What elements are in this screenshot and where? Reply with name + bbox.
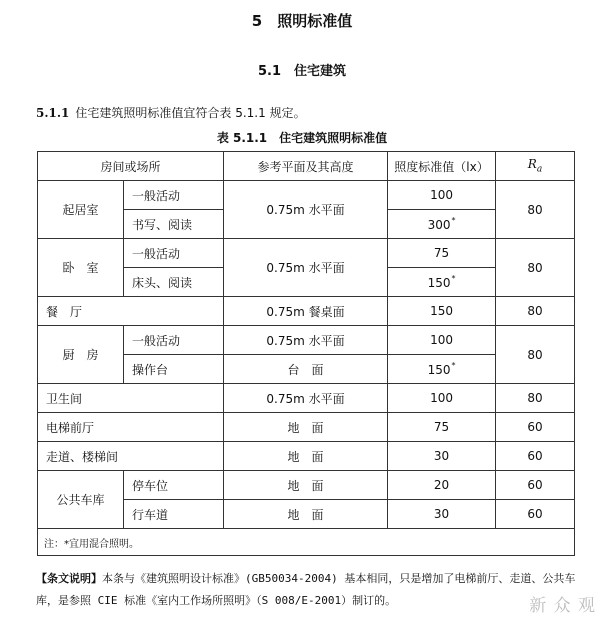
plane-cell: 地 面: [224, 471, 388, 500]
table-row: [38, 413, 575, 442]
clause-text: 住宅建筑照明标准值宜符合表 5.1.1 规定。: [75, 106, 306, 120]
table-header-row: [38, 152, 575, 181]
plane-cell: 0.75m 水平面: [224, 384, 388, 413]
ra-cell: 80: [496, 384, 575, 413]
explanation-tag: 【条文说明】: [36, 572, 102, 585]
room-dining: 餐 厅: [38, 297, 224, 326]
ra-cell: 60: [496, 413, 575, 442]
room-bathroom: 卫生间: [38, 384, 224, 413]
table-note: 注：*宜用混合照明。: [38, 529, 575, 556]
plane-cell: 地 面: [224, 442, 388, 471]
lux-value: 150: [427, 363, 451, 377]
ra-cell: 60: [496, 442, 575, 471]
clause-explanation: [36, 568, 576, 612]
plane-cell: 0.75m 水平面: [224, 326, 388, 355]
sub-activity: 床头、阅读: [124, 268, 224, 297]
lux-cell: [388, 210, 496, 239]
ra-cell: 80: [496, 297, 575, 326]
lux-cell: 75: [388, 413, 496, 442]
room-elevator-hall: 电梯前厅: [38, 413, 224, 442]
sub-activity: 一般活动: [124, 239, 224, 268]
sub-activity: 行车道: [124, 500, 224, 529]
lux-cell: 100: [388, 384, 496, 413]
table-row: [38, 384, 575, 413]
plane-cell: 0.75m 餐桌面: [224, 297, 388, 326]
sub-activity: 一般活动: [124, 181, 224, 210]
lux-cell: [388, 268, 496, 297]
table-row: [38, 471, 575, 500]
ra-cell: 80: [496, 239, 575, 297]
clause-paragraph: [36, 104, 306, 121]
lux-value: 150: [427, 276, 451, 290]
lux-cell: 20: [388, 471, 496, 500]
table-row: [38, 326, 575, 355]
sub-activity: 停车位: [124, 471, 224, 500]
header-room: 房间或场所: [38, 152, 224, 181]
lux-cell: 150: [388, 297, 496, 326]
room-bedroom: 卧 室: [38, 239, 124, 297]
header-lux: 照度标准值（lx）: [388, 152, 496, 181]
room-garage: 公共车库: [38, 471, 124, 529]
asterisk-mark: *: [451, 216, 456, 225]
header-ra-main: R: [527, 157, 537, 172]
plane-cell: 地 面: [224, 500, 388, 529]
plane-cell: 地 面: [224, 413, 388, 442]
lux-cell: 75: [388, 239, 496, 268]
table-note-row: [38, 529, 575, 556]
room-living: 起居室: [38, 181, 124, 239]
sub-activity: 一般活动: [124, 326, 224, 355]
table-row: [38, 442, 575, 471]
table-row: [38, 297, 575, 326]
lux-cell: 100: [388, 181, 496, 210]
watermark-logo: 新 众 观: [529, 596, 596, 616]
ra-cell: 60: [496, 500, 575, 529]
ra-cell: 60: [496, 471, 575, 500]
chapter-title: 5 照明标准值: [251, 12, 353, 30]
header-plane: 参考平面及其高度: [224, 152, 388, 181]
plane-cell: 台 面: [224, 355, 388, 384]
table-row: [38, 239, 575, 268]
lux-value: 300: [427, 218, 451, 232]
room-corridor: 走道、楼梯间: [38, 442, 224, 471]
lux-cell: 100: [388, 326, 496, 355]
explanation-text: 本条与《建筑照明设计标准》(GB50034-2004) 基本相同，只是增加了电梯前厅、走道、公共车库，是参照 CIE 标准《室内工作场所照明》（S 008/E-2001）制订的。: [36, 572, 576, 607]
table-row: [38, 181, 575, 210]
clause-number: 5.1.1: [36, 106, 70, 120]
plane-cell: 0.75m 水平面: [224, 239, 388, 297]
plane-cell: 0.75m 水平面: [224, 181, 388, 239]
header-ra: [496, 152, 575, 181]
lux-cell: [388, 355, 496, 384]
sub-activity: 书写、阅读: [124, 210, 224, 239]
lux-cell: 30: [388, 500, 496, 529]
ra-cell: 80: [496, 181, 575, 239]
room-kitchen: 厨 房: [38, 326, 124, 384]
asterisk-mark: *: [451, 361, 456, 370]
ra-cell: 80: [496, 326, 575, 384]
sub-activity: 操作台: [124, 355, 224, 384]
lux-cell: 30: [388, 442, 496, 471]
header-ra-sub: a: [536, 164, 543, 175]
lighting-standard-table: [37, 151, 575, 556]
table-caption: 表 5.1.1 住宅建筑照明标准值: [216, 131, 388, 145]
asterisk-mark: *: [451, 274, 456, 283]
section-title: 5.1 住宅建筑: [257, 64, 347, 79]
